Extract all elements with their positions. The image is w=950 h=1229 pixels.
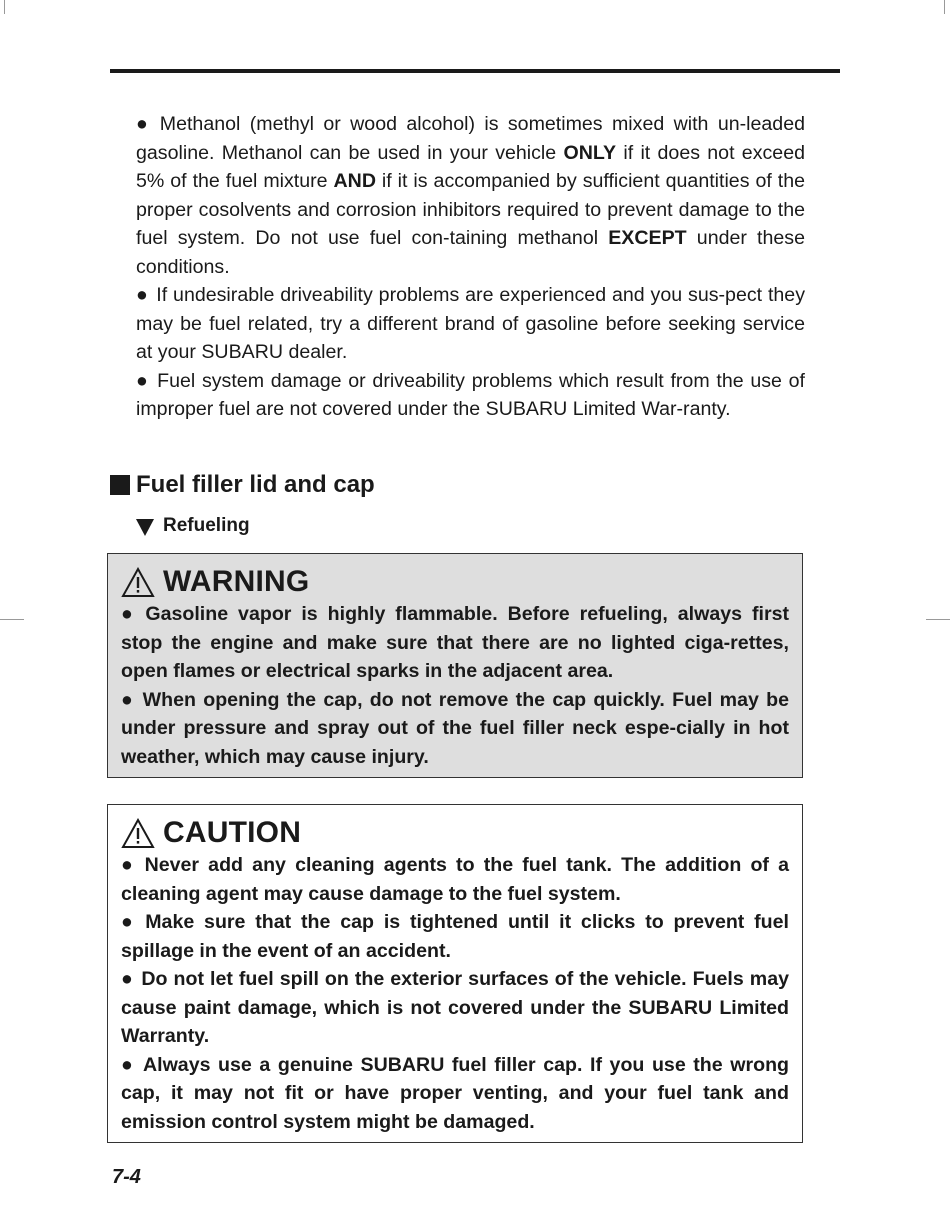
square-icon [110,475,130,495]
warning-triangle-icon [121,567,155,598]
section-heading: Fuel filler lid and cap [110,470,375,500]
intro-bullet: ● Fuel system damage or driveability problems which result from the use of improper fuel are not covered under the SUBARU Limited War-ranty. [136,369,805,420]
warning-title: WARNING [121,564,789,600]
bullet-icon: ● [121,854,137,876]
caution-item: ● Never add any cleaning agents to the fuel tank. The addition of a cleaning agent may cause damage to the fuel system. [121,854,790,905]
caution-item: ● Always use a genuine SUBARU fuel filler cap. If you use the wrong cap, it may not fit or have proper venting, and your fuel tank and emission control system might be damaged. [121,1053,790,1133]
intro-text [136,110,805,424]
intro-bullet: ● If undesirable driveability problems are experienced and you sus-pect they may be fuel related, try a different brand of gasoline before seeking service at your SUBARU dealer. [136,284,805,363]
crop-mark [4,0,5,14]
bullet-icon: ● [121,603,138,625]
bullet-icon: ● [121,688,135,711]
crop-mark [944,0,945,14]
intro-bullet: ● Methanol (methyl or wood alcohol) is sometimes mixed with un-leaded gasoline. Methanol can be used in your vehicle ONLY if it does not exceed 5% of the fuel mixture AND if it is accompanied by sufficient quantities of the proper cosolvents and corrosion inhibitors required to prevent damage to the fuel system. Do not use fuel con-taining methanol EXCEPT under these conditions. [136,113,805,278]
caution-title: CAUTION [121,815,789,851]
bullet-icon: ● [121,968,134,990]
bullet-icon: ● [136,113,152,135]
bullet-icon: ● [136,284,149,306]
page-number: 7-4 [112,1166,141,1188]
caution-item: ● Do not let fuel spill on the exterior surfaces of the vehicle. Fuels may cause paint damage, which is not covered under the SUBARU Limited Warranty. [121,968,789,1047]
crop-mark [0,619,24,620]
subsection-heading: Refueling [136,513,250,539]
bullet-icon: ● [136,369,150,392]
bullet-icon: ● [121,911,138,933]
caution-item: ● Make sure that the cap is tightened until it clicks to prevent fuel spillage in the event of an accident. [121,911,789,962]
top-rule [110,69,840,73]
bullet-icon: ● [121,1053,135,1076]
caution-triangle-icon [121,818,155,849]
warning-item: ● Gasoline vapor is highly flammable. Before refueling, always first stop the engine and make sure that there are no lighted ciga-rettes, open flames or electrical sparks in the adjacent area. [121,603,789,682]
triangle-down-icon [136,519,154,536]
crop-mark [926,619,950,620]
caution-box [107,804,803,1143]
warning-box [107,553,803,778]
warning-item: ● When opening the cap, do not remove the cap quickly. Fuel may be under pressure and spray out of the fuel filler neck espe-cially in hot weather, which may cause injury. [121,688,789,768]
